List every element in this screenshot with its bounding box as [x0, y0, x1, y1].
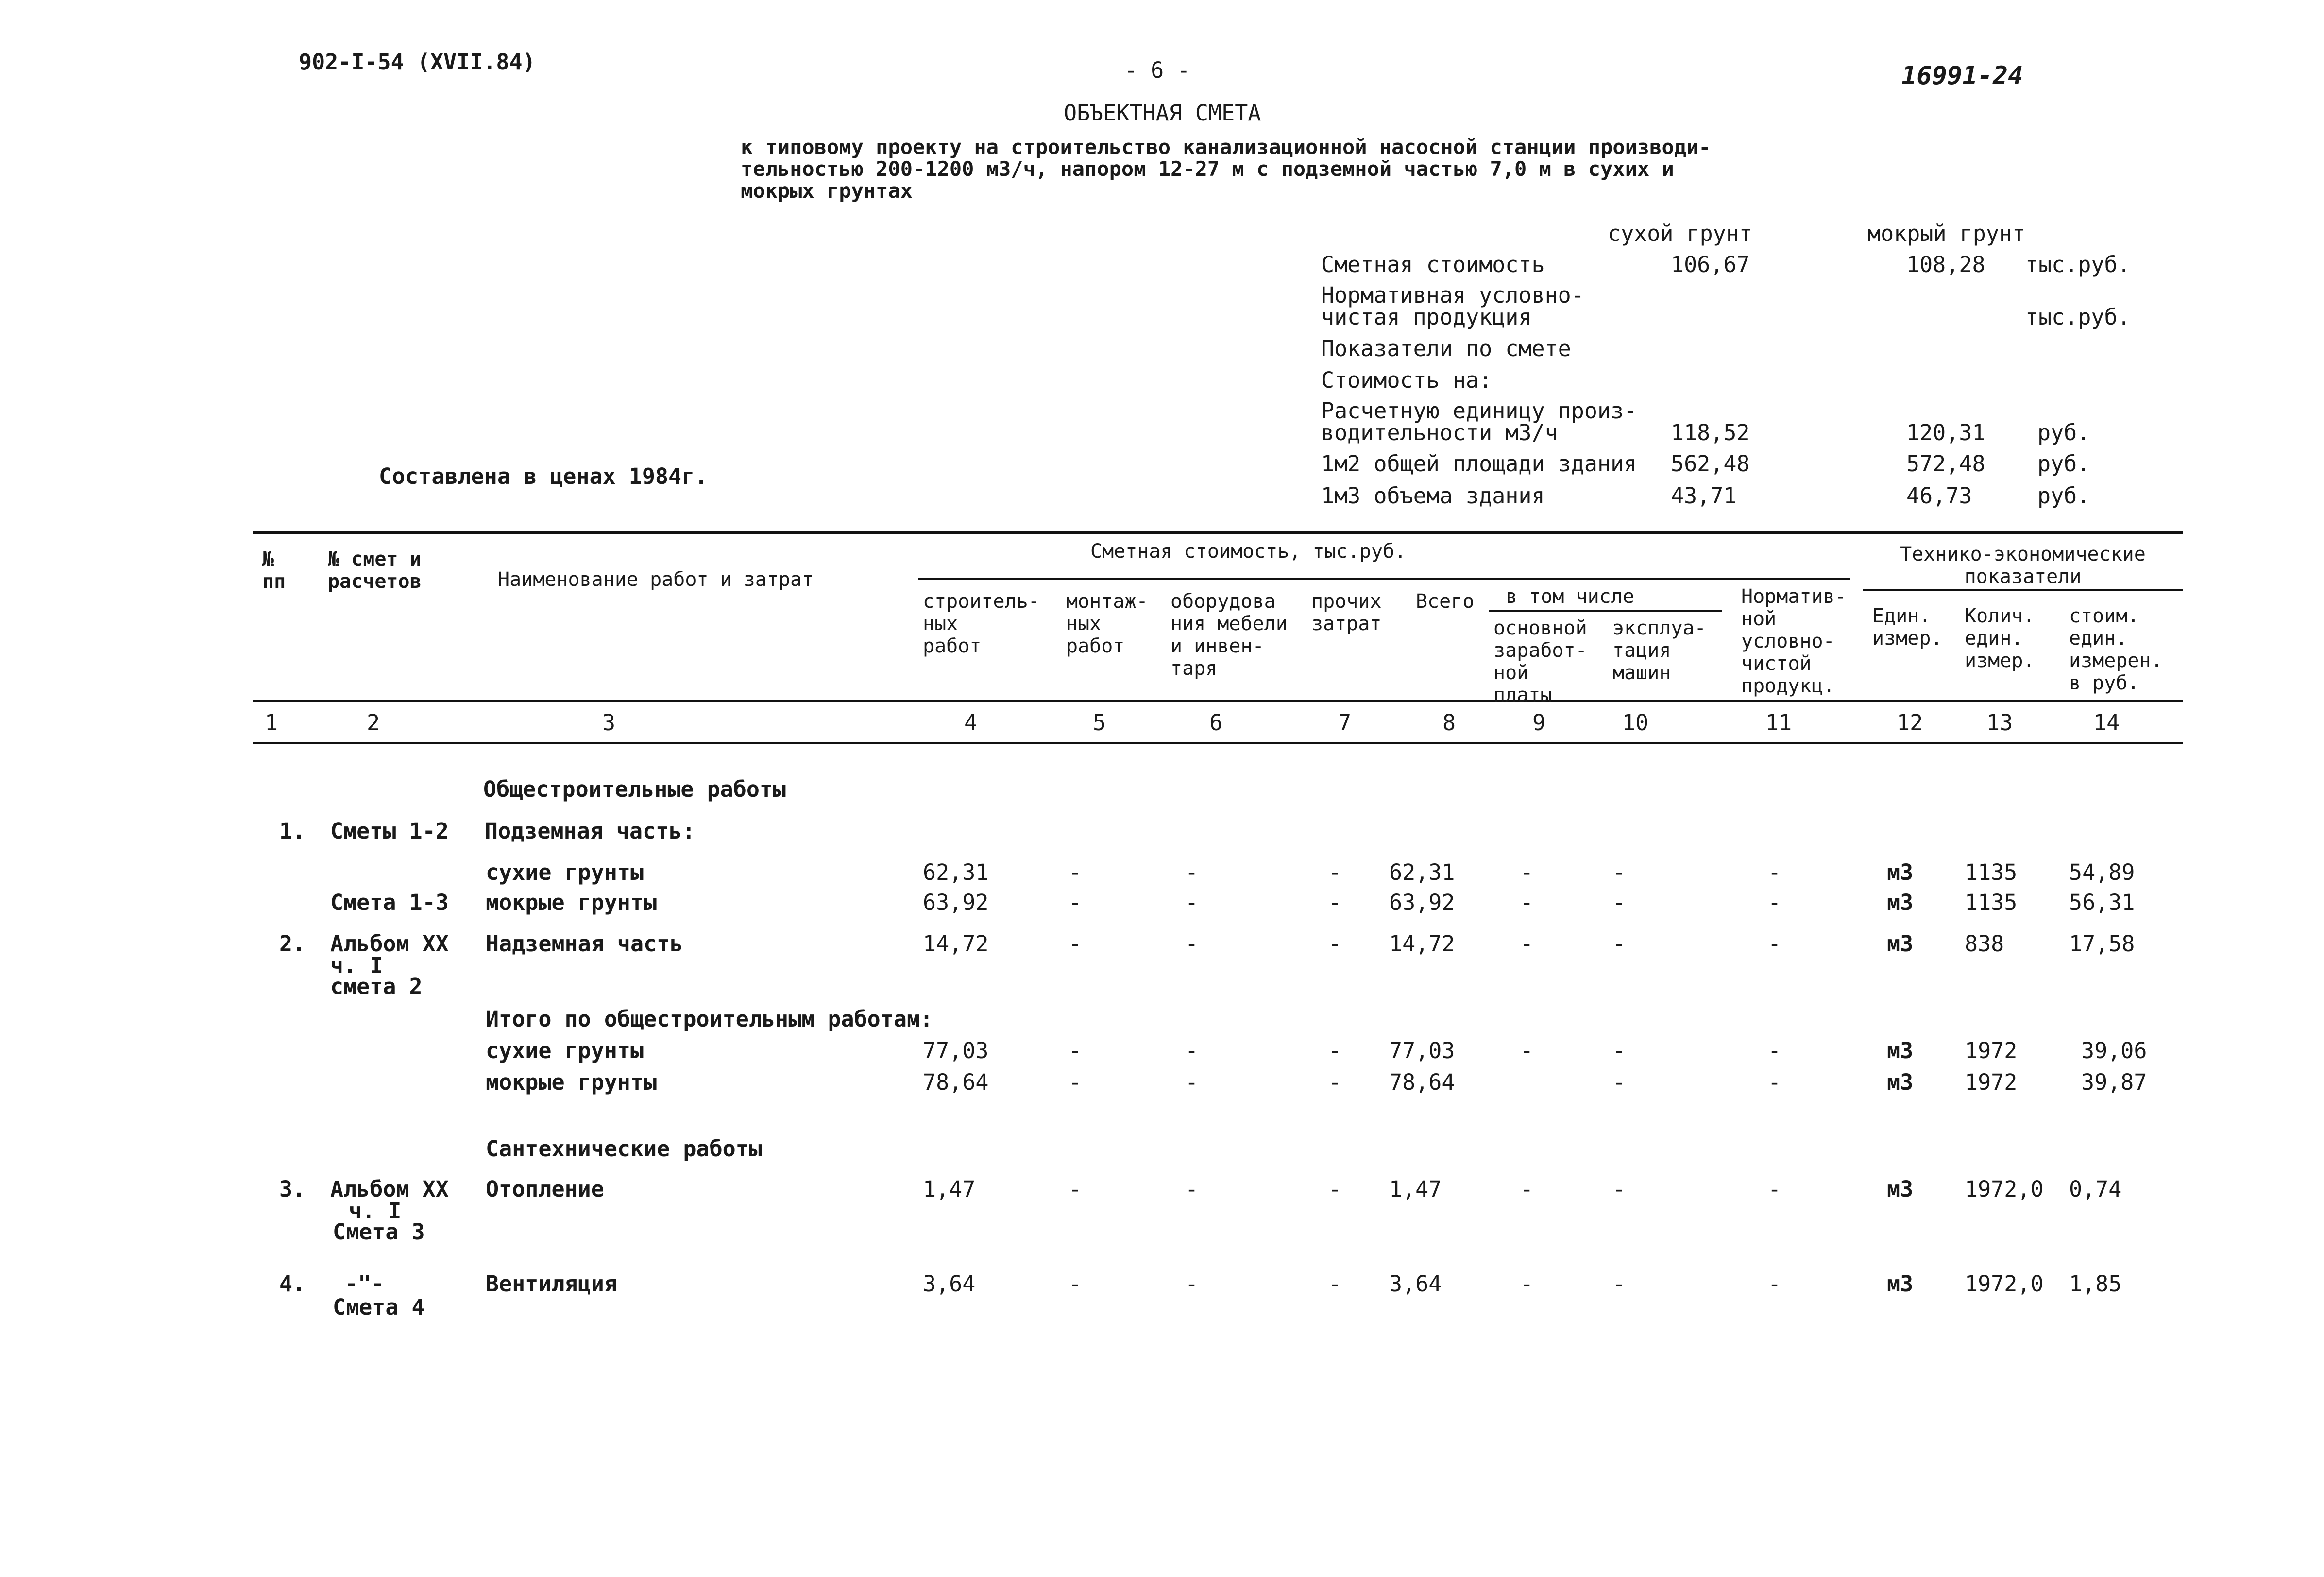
subtitle-line-3: мокрых грунтах: [741, 179, 913, 203]
section-heading: Общестроительные работы: [483, 776, 786, 802]
header-wages: [1493, 617, 1587, 706]
header-machines: [1612, 617, 1706, 684]
column-number: 10: [1622, 710, 1649, 736]
column-number: 2: [367, 710, 380, 736]
header-estimate-line: расчетов: [328, 570, 422, 593]
cell-other: -: [1328, 1176, 1342, 1202]
cell-wages: -: [1520, 1271, 1534, 1297]
cell-construction: 63,92: [923, 890, 989, 915]
cell-qty: 1972,0: [1965, 1271, 2044, 1297]
compiled-note: Составлена в ценах 1984г.: [379, 463, 708, 489]
cell-total: 14,72: [1389, 931, 1455, 957]
header-line: эксплуа-: [1612, 617, 1706, 639]
header-line: платы: [1493, 684, 1552, 706]
cell-construction: 78,64: [923, 1069, 989, 1095]
cost-group-rule: [918, 578, 1850, 580]
summary-label: чистая продукция: [1321, 304, 1532, 330]
column-number: 12: [1897, 710, 1923, 736]
cell-unit-cost: 39,06: [2081, 1038, 2147, 1063]
column-number: 4: [964, 710, 978, 736]
summary-label: 1м3 объема здания: [1321, 483, 1545, 509]
summary-dry-value: 562,48: [1671, 451, 1750, 477]
header-line: монтаж-: [1066, 590, 1148, 613]
row-name: мокрые грунты: [486, 890, 657, 915]
header-line: показатели: [1964, 566, 2082, 588]
header-no-line: пп: [262, 570, 286, 593]
cell-other: -: [1328, 1271, 1342, 1297]
cell-construction: 1,47: [923, 1176, 976, 1202]
header-line: оборудова: [1170, 590, 1276, 613]
header-construction: [923, 590, 1040, 657]
header-total: Всего: [1416, 590, 1475, 613]
summary-label: 1м2 общей площади здания: [1321, 451, 1637, 477]
header-other: [1311, 590, 1382, 635]
cell-unit-cost: 54,89: [2069, 859, 2135, 885]
cell-wages: -: [1520, 890, 1534, 915]
header-unit-cost: [2069, 605, 2163, 694]
cell-total: 77,03: [1389, 1038, 1455, 1063]
summary-wet-value: 120,31: [1906, 420, 1985, 446]
summary-dry-value: 106,67: [1671, 252, 1750, 277]
header-line: работ: [923, 635, 982, 657]
header-line: ных: [923, 613, 958, 635]
cell-wages: -: [1520, 931, 1534, 957]
cell-other: -: [1328, 890, 1342, 915]
header-name: Наименование работ и затрат: [498, 568, 814, 591]
header-line: измер.: [1965, 650, 2035, 672]
summary-dry-value: 43,71: [1671, 483, 1737, 509]
cell-installation: -: [1069, 859, 1082, 885]
column-number: 14: [2093, 710, 2120, 736]
cell-unit-cost: 39,87: [2081, 1069, 2147, 1095]
row-estimate-line: Смета 3: [333, 1219, 425, 1245]
summary-col-dry: сухой грунт: [1608, 221, 1753, 246]
cell-unit-cost: 0,74: [2069, 1176, 2122, 1202]
header-line: затрат: [1311, 613, 1382, 635]
cell-machines: -: [1612, 1038, 1626, 1063]
header-estimate: [328, 548, 422, 593]
row-estimate-line: ч. I: [330, 953, 383, 978]
header-line: основной: [1493, 617, 1587, 639]
cell-machines: -: [1612, 931, 1626, 957]
summary-label: Показатели по смете: [1321, 336, 1571, 361]
header-line: и инвен-: [1170, 635, 1264, 657]
including-rule: [1489, 610, 1722, 612]
table-row: [0, 891, 2324, 921]
cell-qty: 1972: [1965, 1038, 2018, 1063]
cell-machines: -: [1612, 1069, 1626, 1095]
header-line: стоим.: [2069, 605, 2139, 627]
header-line: един.: [2069, 627, 2128, 650]
cell-construction: 77,03: [923, 1038, 989, 1063]
header-line: един.: [1965, 627, 2023, 650]
cell-normative: -: [1768, 890, 1781, 915]
row-name: мокрые грунты: [486, 1069, 657, 1095]
summary-label: Расчетную единицу произ-: [1321, 398, 1637, 424]
column-number: 3: [602, 710, 616, 736]
cell-equipment: -: [1185, 1176, 1199, 1202]
table-row: [0, 1040, 2324, 1069]
subtitle-line-2: тельностью 200-1200 м3/ч, напором 12-27 м с подземной частью 7,0 м в сухих и: [741, 157, 1674, 181]
summary-unit: руб.: [2037, 451, 2090, 477]
table-top-rule: [253, 531, 2183, 534]
cell-installation: -: [1069, 931, 1082, 957]
cell-installation: -: [1069, 1069, 1082, 1095]
header-line: Колич.: [1965, 605, 2035, 627]
header-line: заработ-: [1493, 639, 1587, 662]
row-name: Подземная часть:: [485, 818, 696, 844]
row-estimate: Альбом XX: [330, 931, 449, 957]
header-line: условно-: [1741, 630, 1835, 652]
column-numbers-rule: [253, 742, 2183, 744]
header-line: прочих: [1311, 590, 1382, 613]
summary-col-wet: мокрый грунт: [1867, 221, 2026, 246]
header-unit: [1872, 605, 1943, 650]
cell-normative: -: [1768, 1271, 1781, 1297]
cell-unit: м3: [1887, 1176, 1914, 1202]
cell-other: -: [1328, 1069, 1342, 1095]
row-estimate: -"-: [345, 1271, 385, 1297]
header-no: [262, 548, 286, 593]
header-line: измерен.: [2069, 650, 2163, 672]
cell-unit: м3: [1887, 859, 1914, 885]
cell-normative: -: [1768, 931, 1781, 957]
row-name: Отопление: [486, 1176, 604, 1202]
cell-total: 63,92: [1389, 890, 1455, 915]
cell-other: -: [1328, 931, 1342, 957]
cell-equipment: -: [1185, 1069, 1199, 1095]
row-estimate: Смета 1-3: [330, 890, 449, 915]
cell-normative: -: [1768, 1069, 1781, 1095]
summary-label: Стоимость на:: [1321, 367, 1493, 393]
cell-total: 78,64: [1389, 1069, 1455, 1095]
row-name: сухие грунты: [486, 859, 644, 885]
page-number: - 6 -: [1124, 57, 1190, 83]
cell-unit: м3: [1887, 1271, 1914, 1297]
cell-unit: м3: [1887, 1069, 1914, 1095]
header-bottom-rule: [253, 700, 2183, 702]
header-cost-group: Сметная стоимость, тыс.руб.: [1090, 540, 1407, 563]
summary-unit: тыс.руб.: [2025, 304, 2131, 330]
row-name: Вентиляция: [486, 1271, 617, 1297]
header-line: тация: [1612, 639, 1671, 662]
cell-unit: м3: [1887, 890, 1914, 915]
cell-installation: -: [1069, 1176, 1082, 1202]
cell-wages: -: [1520, 1176, 1534, 1202]
header-no-line: №: [262, 548, 274, 570]
cell-total: 62,31: [1389, 859, 1455, 885]
cell-normative: -: [1768, 1176, 1781, 1202]
row-name: сухие грунты: [486, 1038, 644, 1063]
cell-other: -: [1328, 859, 1342, 885]
row-estimate-line: смета 2: [330, 974, 423, 999]
column-number: 6: [1209, 710, 1223, 736]
summary-dry-value: 118,52: [1671, 420, 1750, 446]
header-tech-group: [1867, 543, 2178, 588]
cell-qty: 1972: [1965, 1069, 2018, 1095]
header-line: Норматив-: [1741, 585, 1847, 608]
archive-number: 16991-24: [1901, 61, 2023, 90]
cell-equipment: -: [1185, 1038, 1199, 1063]
header-line: в руб.: [2069, 672, 2139, 694]
cell-installation: -: [1069, 890, 1082, 915]
row-name: Надземная часть: [486, 931, 683, 957]
document-code: 902-I-54 (XVII.84): [299, 49, 536, 75]
cell-construction: 62,31: [923, 859, 989, 885]
summary-label: Сметная стоимость: [1321, 252, 1545, 277]
cell-unit-cost: 17,58: [2069, 931, 2135, 957]
cell-installation: -: [1069, 1038, 1082, 1063]
header-line: ной: [1493, 662, 1529, 684]
cell-qty: 1135: [1965, 859, 2018, 885]
column-number: 5: [1093, 710, 1106, 736]
header-line: Технико-экономические: [1900, 543, 2146, 566]
header-estimate-line: № смет и: [328, 548, 422, 570]
column-number: 1: [265, 710, 278, 736]
cell-qty: 838: [1965, 931, 2004, 957]
table-row: [0, 861, 2324, 891]
cell-total: 3,64: [1389, 1271, 1442, 1297]
row-number: 2.: [279, 931, 306, 957]
row-number: 1.: [279, 818, 306, 844]
document-title: ОБЪЕКТНАЯ СМЕТА: [1064, 100, 1261, 126]
summary-wet-value: 572,48: [1906, 451, 1985, 477]
subtotal-heading: Итого по общестроительным работам:: [486, 1006, 933, 1032]
cell-total: 1,47: [1389, 1176, 1442, 1202]
cell-unit-cost: 1,85: [2069, 1271, 2122, 1297]
column-number: 11: [1765, 710, 1792, 736]
row-estimate: Сметы 1-2: [330, 818, 449, 844]
cell-equipment: -: [1185, 890, 1199, 915]
header-line: продукц.: [1741, 675, 1835, 697]
cell-unit: м3: [1887, 931, 1914, 957]
cell-equipment: -: [1185, 1271, 1199, 1297]
row-number: 4.: [279, 1271, 306, 1297]
header-qty: [1965, 605, 2035, 672]
header-equipment: [1170, 590, 1288, 680]
section-heading: Сантехнические работы: [486, 1136, 762, 1162]
header-installation: [1066, 590, 1148, 657]
header-line: чистой: [1741, 652, 1812, 675]
cell-qty: 1972,0: [1965, 1176, 2044, 1202]
row-estimate: Альбом XX: [330, 1176, 449, 1202]
header-normative: [1741, 585, 1847, 697]
summary-wet-value: 108,28: [1906, 252, 1985, 277]
header-line: измер.: [1872, 627, 1943, 650]
subtitle-line-1: к типовому проекту на строительство канализационной насосной станции производи-: [741, 135, 1711, 159]
cell-wages: -: [1520, 859, 1534, 885]
cell-unit: м3: [1887, 1038, 1914, 1063]
header-line: таря: [1170, 657, 1218, 680]
cell-normative: -: [1768, 859, 1781, 885]
header-including: в том числе: [1506, 585, 1634, 608]
header-line: Един.: [1872, 605, 1931, 627]
table-row: [0, 1071, 2324, 1100]
row-estimate-line: ч. I: [349, 1198, 402, 1224]
cell-equipment: -: [1185, 931, 1199, 957]
summary-unit: тыс.руб.: [2025, 252, 2131, 277]
summary-label: водительности м3/ч: [1321, 420, 1558, 446]
cell-qty: 1135: [1965, 890, 2018, 915]
row-estimate-line: Смета 4: [333, 1294, 425, 1320]
summary-wet-value: 46,73: [1906, 483, 1972, 509]
row-number: 3.: [279, 1176, 306, 1202]
cell-construction: 3,64: [923, 1271, 976, 1297]
header-line: ния мебели: [1170, 613, 1288, 635]
cell-installation: -: [1069, 1271, 1082, 1297]
column-number: 7: [1338, 710, 1352, 736]
cell-normative: -: [1768, 1038, 1781, 1063]
cell-machines: -: [1612, 1271, 1626, 1297]
cell-wages: -: [1520, 1038, 1534, 1063]
header-line: машин: [1612, 662, 1671, 684]
summary-unit: руб.: [2037, 420, 2090, 446]
cell-machines: -: [1612, 1176, 1626, 1202]
header-line: ных: [1066, 613, 1102, 635]
column-number: 9: [1532, 710, 1546, 736]
header-line: работ: [1066, 635, 1125, 657]
header-line: ной: [1741, 608, 1777, 630]
summary-label: Нормативная условно-: [1321, 282, 1584, 308]
tech-group-rule: [1863, 589, 2183, 591]
column-number: 8: [1442, 710, 1456, 736]
summary-unit: руб.: [2037, 483, 2090, 509]
cell-construction: 14,72: [923, 931, 989, 957]
cell-unit-cost: 56,31: [2069, 890, 2135, 915]
column-number: 13: [1986, 710, 2013, 736]
cell-equipment: -: [1185, 859, 1199, 885]
header-line: строитель-: [923, 590, 1040, 613]
cell-other: -: [1328, 1038, 1342, 1063]
cell-machines: -: [1612, 890, 1626, 915]
cell-machines: -: [1612, 859, 1626, 885]
